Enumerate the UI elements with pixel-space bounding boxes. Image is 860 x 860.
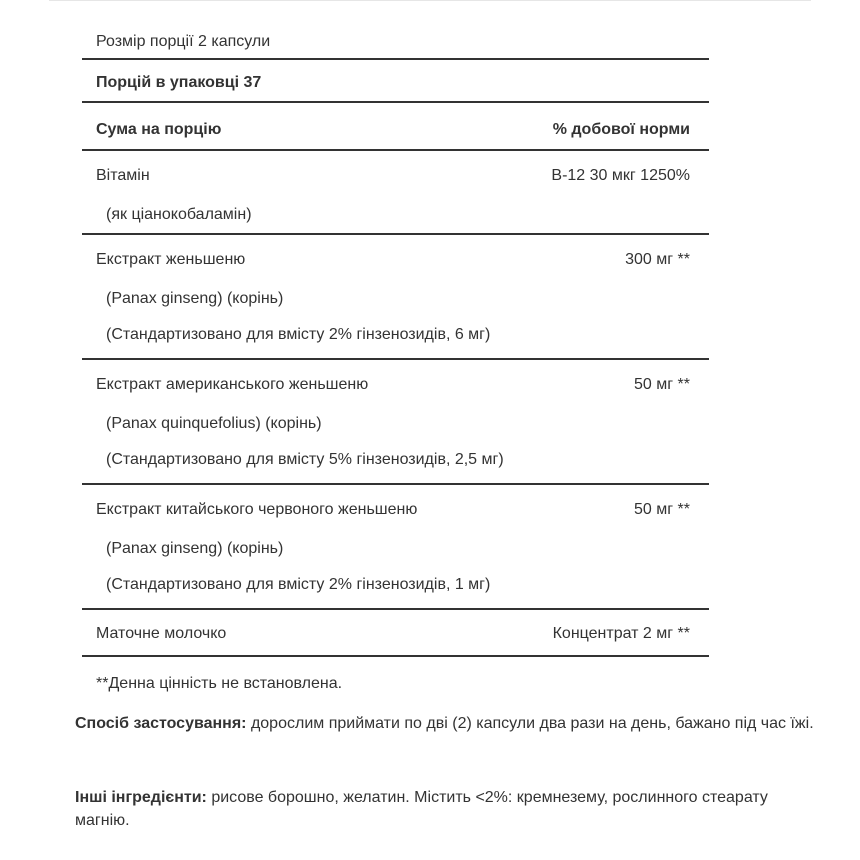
nutrient-name: Екстракт китайського червоного женьшеню <box>96 501 418 518</box>
nutrient-row-vitamin-b12 <box>82 151 709 235</box>
nutrient-detail: (Panax ginseng) (корінь) <box>106 290 284 307</box>
nutrient-name: Вітамін <box>96 167 150 184</box>
header-daily-value: % добової норми <box>552 121 690 138</box>
usage-paragraph <box>75 712 815 735</box>
nutrient-detail: (Стандартизовано для вмісту 2% гінзенозидів, 1 мг) <box>106 576 491 593</box>
top-divider <box>49 0 811 1</box>
servings-per-container: Порцій в упаковці 37 <box>96 74 262 91</box>
daily-value-footnote: **Денна цінність не встановлена. <box>96 675 343 692</box>
other-ingredients-text: рисове борошно, желатин. Містить <2%: кремнезему, рослинного стеарату магнію. <box>75 789 768 829</box>
nutrient-detail: (Стандартизовано для вмісту 5% гінзенозидів, 2,5 мг) <box>106 451 504 468</box>
nutrient-row-royal-jelly <box>82 610 709 657</box>
servings-per-container-row <box>82 60 709 103</box>
nutrient-amount: 300 мг ** <box>625 251 690 268</box>
nutrient-detail: (Panax ginseng) (корінь) <box>106 540 284 557</box>
table-header-row <box>82 103 709 151</box>
nutrient-amount: Концентрат 2 мг ** <box>552 625 690 642</box>
other-ingredients-label: Інші інгредієнти: <box>75 789 207 806</box>
serving-size-row <box>82 24 709 60</box>
nutrient-amount: 50 мг ** <box>634 501 690 518</box>
nutrient-detail: (як ціанокобаламін) <box>106 206 252 223</box>
usage-text: дорослим приймати по дві (2) капсули два рази на день, бажано під час їжі. <box>246 715 814 732</box>
other-ingredients-paragraph <box>75 786 815 832</box>
nutrient-detail: (Стандартизовано для вмісту 2% гінзенозидів, 6 мг) <box>106 326 491 343</box>
nutrient-row-chinese-red-ginseng <box>82 485 709 610</box>
nutrient-row-american-ginseng <box>82 360 709 485</box>
nutrient-name: Екстракт американського женьшеню <box>96 376 369 393</box>
usage-label: Спосіб застосування: <box>75 715 247 732</box>
supplement-facts-table <box>82 24 709 693</box>
header-amount-per-serving: Сума на порцію <box>96 121 222 138</box>
nutrient-row-ginseng-extract <box>82 235 709 360</box>
nutrient-amount: В-12 30 мкг 1250% <box>551 167 690 184</box>
nutrient-detail: (Panax quinquefolius) (корінь) <box>106 415 322 432</box>
serving-size: Розмір порції 2 капсули <box>96 33 271 50</box>
nutrient-amount: 50 мг ** <box>634 376 690 393</box>
nutrient-name: Маточне молочко <box>96 625 227 642</box>
nutrient-name: Екстракт женьшеню <box>96 251 246 268</box>
